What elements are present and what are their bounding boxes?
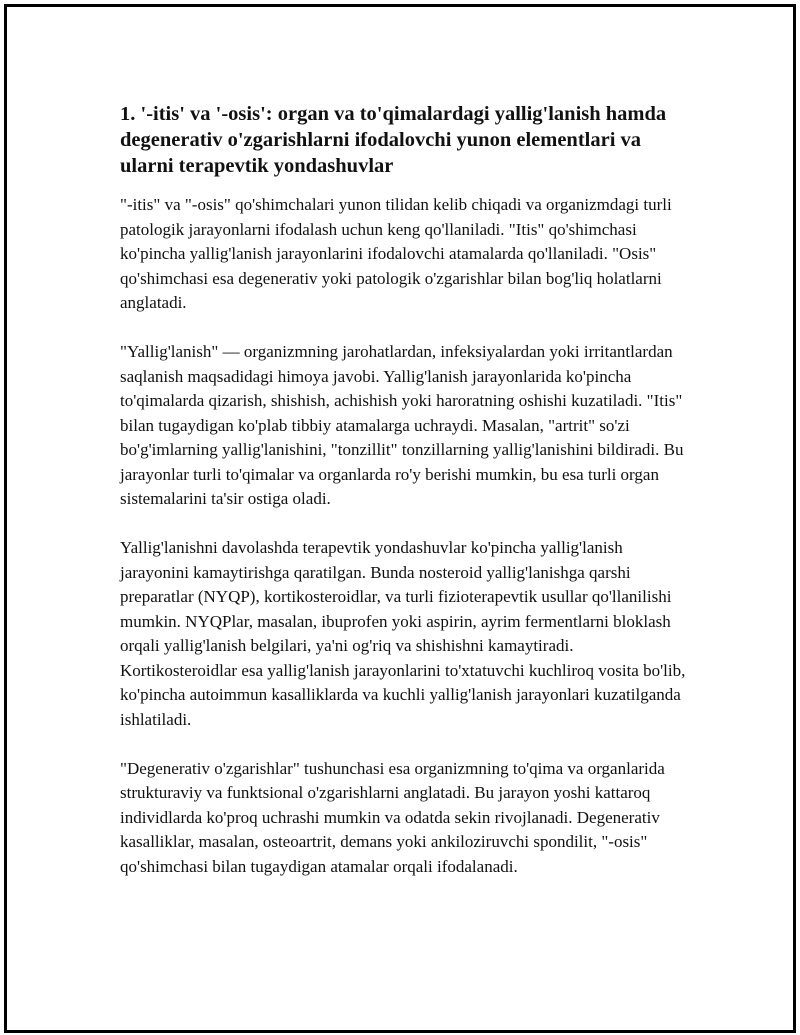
document-body bbox=[120, 101, 690, 904]
paragraph-degenerative-changes: "Degenerativ o'zgarishlar" tushunchasi esa organizmning to'qima va organlarida strukturaviy va funktsional o'zgarishlarni anglatadi. Bu jarayon yoshi kattaroq individlarda ko'proq uchrashi mumkin va odatda sekin rivojlanadi. Degenerativ kasalliklar, masalan, osteoartrit, demans yoki ankiloziruvchi spondilit, "-osis" qo'shimchasi bilan tugaydigan atamalar orqali ifodalanadi. bbox=[120, 758, 665, 876]
document-title: 1. '-itis' va '-osis': organ va to'qimalardagi yallig'lanish hamda degenerativ o'zgarishlarni ifodalovchi yunon elementlari va ularni terapevtik yondashuvlar bbox=[120, 103, 667, 177]
page-frame bbox=[4, 4, 796, 1033]
paragraph-inflammation: "Yallig'lanish" — organizmning jarohatlardan, infeksiyalardan yoki irritantlardan saqlanish maqsadidagi himoya javobi. Yallig'lanish jarayonlarida ko'pincha to'qimalarda qizarish, shishish, achishish yoki haroratning oshishi kuzatiladi. "Itis" bilan tugaydigan ko'plab tibbiy atamalarga uchraydi. Masalan, "artrit" so'zi bo'g'imlarning yallig'lanishini, "tonzillit" tonzillarning yallig'lanishini bildiradi. Bu jarayonlar turli to'qimalar va organlarda ro'y berishi mumkin, bu esa turli organ sistemalarini ta'sir ostiga oladi. bbox=[120, 342, 684, 508]
paragraph-treatment: Yallig'lanishni davolashda terapevtik yondashuvlar ko'pincha yallig'lanish jarayonini kamaytirishga qaratilgan. Bunda nosteroid yallig'lanishga qarshi preparatlar (NYQP), kortikosteroidlar, va turli fizioterapevtik usullar qo'llanilishi mumkin. NYQPlar, masalan, ibuprofen yoki aspirin, ayrim fermentlarni bloklash orqali yallig'lanish belgilari, ya'ni og'riq va shishishni kamaytiradi. Kortikosteroidlar esa yallig'lanish jarayonlarini to'xtatuvchi kuchliroq vosita bo'lib, ko'pincha autoimmun kasalliklarda va kuchli yallig'lanish jarayonlari kuzatilganda ishlatiladi. bbox=[120, 538, 686, 729]
paragraph-suffix-origin: "-itis" va "-osis" qo'shimchalari yunon tilidan kelib chiqadi va organizmdagi turli patologik jarayonlarni ifodalash uchun keng qo'llaniladi. "Itis" qo'shimchasi ko'pincha yallig'lanish jarayonlarini ifodalovchi atamalarda qo'llaniladi. "Osis" qo'shimchasi esa degenerativ yoki patologik o'zgarishlar bilan bog'liq holatlarni anglatadi. bbox=[120, 195, 672, 312]
